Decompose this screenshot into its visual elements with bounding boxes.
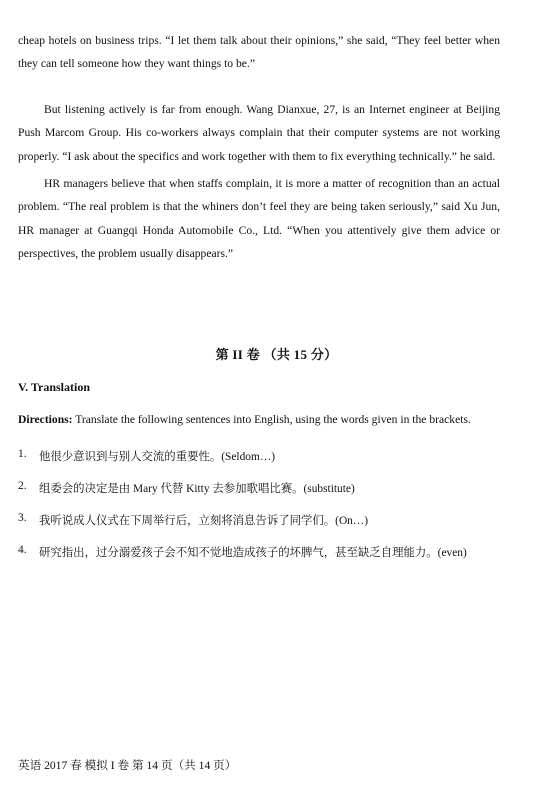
passage-paragraph-2: But listening actively is far from enough. Wang Dianxue, 27, is an Internet engineer at Beijing Push Marcom Group. His co-workers always complain that their computer systems are not working properly. “I ask about the specifics and work together with them to fix everything technically.” he said. [18, 103, 500, 163]
directions-text: Translate the following sentences into English, using the words given in the brackets. [72, 413, 471, 426]
passage-paragraph-3: HR managers believe that when staffs complain, it is more a matter of recognition than an actual problem. “The real problem is that the whiners don’t feel they are being taken seriously,” said Xu Jun, HR manager at Guangqi Honda Automobile Co., Ltd. “When you attentively give them advice or perspectives, the problem usually disappears.” [18, 177, 500, 260]
translation-items [18, 448, 518, 576]
item-text: 组委会的决定是由 Mary 代替 Kitty 去参加歌唱比赛。(substitute) [39, 483, 355, 495]
item-text: 研究指出，过分溺爱孩子会不知不觉地造成孩子的坏脾气，甚至缺乏自理能力。(even) [39, 547, 467, 559]
item-number: 3. [18, 512, 27, 524]
directions [18, 413, 508, 426]
translation-item [18, 480, 518, 512]
translation-item [18, 448, 518, 480]
translation-item [18, 544, 518, 576]
page-footer: 英语 2017 春 模拟 I 卷 第 14 页（共 14 页） [18, 759, 237, 772]
item-number: 4. [18, 544, 27, 556]
directions-label: Directions: [18, 413, 73, 426]
item-number: 2. [18, 480, 27, 492]
item-text: 他很少意识到与别人交流的重要性。(Seldom…) [39, 451, 276, 463]
translation-item [18, 512, 518, 544]
translation-heading: V. Translation [18, 380, 91, 394]
section-title: 第 II 卷 （共 15 分） [215, 347, 338, 362]
item-text: 我听说成人仪式在下周举行后，立刻将消息告诉了同学们。(On…) [39, 515, 369, 527]
item-number: 1. [18, 448, 27, 460]
passage-paragraph-1: cheap hotels on business trips. “I let them talk about their opinions,” she said, “They feel better when they can tell someone how they want things to be.” [18, 34, 500, 71]
